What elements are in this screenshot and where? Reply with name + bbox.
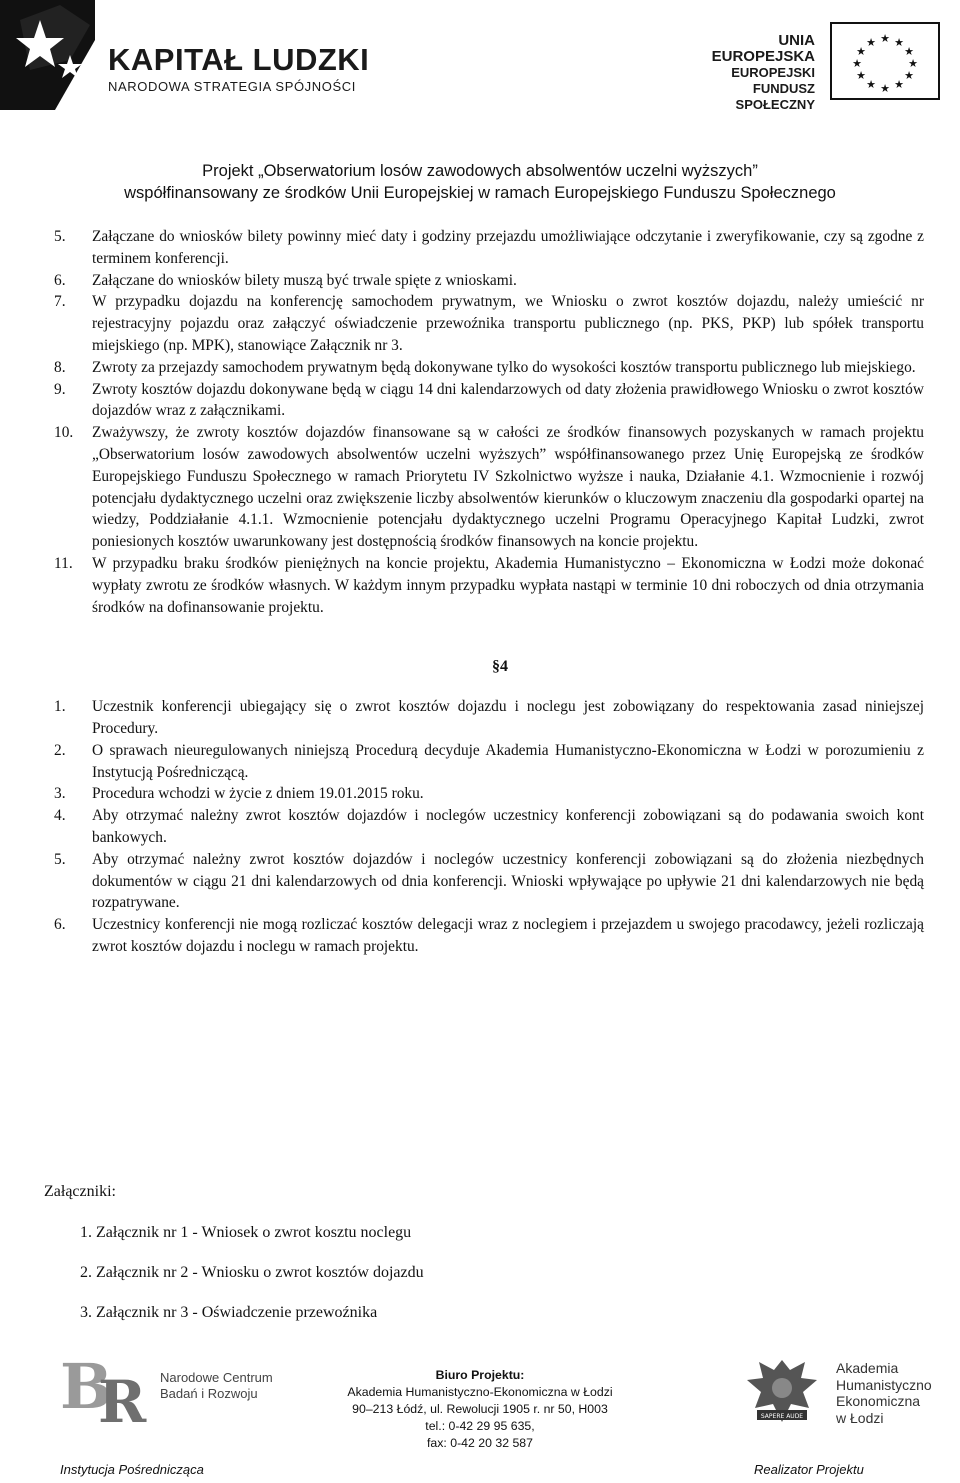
list-item-number: 6. [54, 916, 66, 934]
project-office-line-2: 90–213 Łódź, ul. Rewolucji 1905 r. nr 50, H003 [352, 1402, 608, 1416]
section-4-title: §4 [492, 658, 508, 676]
list-item [0, 291, 960, 356]
list-item-text: W przypadku braku środków pieniężnych na koncie projektu, Akademia Humanistyczno – Ekonomiczna w Łodzi może dokonać wypłaty zwrotu ze środków własnych. W każdym innym przypadku wypłata nastąpi w terminie 10 dni roboczych od dnia otrzymania środków na dofinansowanie projektu. [92, 554, 924, 616]
list-item [0, 740, 960, 784]
ahe-line-2: Humanistyczno [836, 1376, 932, 1393]
list-item [0, 553, 960, 618]
eu-line-2: EUROPEJSKI [731, 65, 815, 80]
list-item [0, 783, 960, 805]
list-item [0, 849, 960, 914]
list-item-number: 9. [54, 380, 66, 398]
intermediate-institution-label: Instytucja Pośrednicząca [60, 1462, 204, 1477]
attachments-list [80, 1224, 424, 1344]
attachment-item: 1. Załącznik nr 1 - Wniosek o zwrot kosztu noclegu [80, 1224, 412, 1241]
list-item-number: 8. [54, 358, 66, 376]
svg-text:★: ★ [908, 57, 918, 70]
list-item-text: W przypadku dojazdu na konferencję samochodem prywatnym, we Wniosku o zwrot kosztów dojazdu, należy umieścić nr rejestracyjny pojazdu oraz załączyć oświadczenie przewoźnika transportu publicznego (np. PKS, PKP) lub spółek transportu miejskiego (np. MPK), stanowiące Załącznik nr 3. [92, 293, 924, 354]
list-item-text: Zwroty za przejazdy samochodem prywatnym będą dokonywane tylko do wysokości kosztów transportu publicznego lub miejskiego. [92, 358, 916, 376]
list-item-text: Załączane do wniosków bilety powinny mieć daty i godziny przejazdu umożliwiające odczytanie i zweryfikowanie, czy są zgodne z terminem konferencji. [92, 228, 924, 267]
list-item-number: 5. [54, 850, 66, 868]
kapital-ludzki-subtitle: NARODOWA STRATEGIA SPÓJNOŚCI [108, 79, 356, 94]
project-office [330, 1367, 630, 1452]
ncbr-logo [60, 1350, 155, 1425]
document-body [0, 226, 960, 958]
list-item-text: O sprawach nieuregulowanych niniejszą Procedurą decyduje Akademia Humanistyczno-Ekonomiczna w Łodzi w porozumieniu z Instytucją Pośredniczącą. [92, 741, 924, 781]
list-item [0, 914, 960, 958]
attachments-heading: Załączniki: [44, 1183, 116, 1200]
list-item-number: 4. [54, 807, 66, 825]
project-office-line-1: Akademia Humanistyczno-Ekonomiczna w Łodzi [347, 1385, 613, 1399]
project-heading-line-1: Projekt „Obserwatorium losów zawodowych absolwentów uczelni wyższych” [202, 162, 758, 180]
svg-text:★: ★ [852, 57, 862, 70]
project-heading-line-2: współfinansowany ze środków Unii Europejskiej w ramach Europejskiego Funduszu Społecznego [124, 184, 836, 202]
eagle-band-text: SAPERE AUDE [760, 1413, 804, 1420]
list-item-text: Procedura wchodzi w życie z dniem 19.01.2015 roku. [92, 785, 424, 803]
eu-line-1: UNIA EUROPEJSKA [711, 32, 815, 65]
svg-text:★: ★ [880, 82, 890, 95]
list-item-number: 11. [54, 554, 73, 572]
svg-text:★: ★ [894, 36, 904, 49]
project-office-line-4: fax: 0-42 20 32 587 [427, 1436, 533, 1450]
project-office-line-3: tel.: 0-42 29 95 635, [425, 1419, 535, 1433]
section-4-list [0, 696, 960, 958]
eu-line-3: FUNDUSZ SPOŁECZNY [735, 81, 815, 112]
list-item [0, 357, 960, 379]
list-item [0, 696, 960, 740]
list-item [0, 270, 960, 292]
svg-text:★: ★ [866, 36, 876, 49]
list-item [0, 805, 960, 849]
svg-text:★: ★ [866, 78, 876, 91]
ncbr-line-2: Badań i Rozwoju [160, 1386, 258, 1401]
svg-text:★: ★ [856, 69, 866, 82]
list-item-number: 1. [54, 698, 66, 716]
svg-text:★: ★ [880, 32, 890, 45]
list-item-text: Zważywszy, że zwroty kosztów dojazdów finansowane są w całości ze środków finansowych pozyskanych w ramach projektu „Obserwatorium losów zawodowych absolwentów uczelni wyższych” współfinansowanego przez Unię Europejską ze środków Europejskiego Funduszu Społecznego w ramach Priorytetu IV Szkolnictwo wyższe i nauka, Działanie 4.1. Wzmocnienie i rozwój potencjału dydaktycznego uczelni oraz zwiększenie liczby absolwentów kierunków o kluczowym znaczeniu dla gospodarki opartej na wiedzy, Poddziałanie 4.1.1. Wzmocnienie potencjału dydaktycznego uczelni Programu Operacyjnego Kapitał Ludzki, zwrot poniesionych kosztów uwarunkowany jest dostępnością środków finansowych na koncie projektu. [92, 424, 924, 551]
ahe-eagle-emblem [745, 1352, 820, 1430]
list-item-text: Załączane do wniosków bilety muszą być trwale spięte z wnioskami. [92, 271, 517, 289]
kapital-ludzki-title: KAPITAŁ LUDZKI [108, 42, 370, 77]
ahe-name [836, 1360, 932, 1426]
list-item-number: 6. [54, 271, 66, 289]
ahe-line-1: Akademia [836, 1360, 899, 1376]
list-item-text: Uczestnik konferencji ubiegający się o zwrot kosztów dojazdu i noclegu jest zobowiązany do respektowania zasad niniejszej Procedury. [92, 698, 924, 737]
list-item-number: 2. [54, 741, 66, 759]
svg-text:★: ★ [904, 45, 914, 58]
project-implementer-label: Realizator Projektu [754, 1462, 864, 1477]
list-item-number: 10. [54, 424, 74, 442]
list-item [0, 379, 960, 423]
list-item-text: Aby otrzymać należny zwrot kosztów dojazdów i noclegów uczestnicy konferencji zobowiązani są do podawania swoich kont bankowych. [92, 807, 924, 846]
list-item [0, 422, 960, 553]
project-heading [0, 160, 960, 204]
attachment-item: 3. Załącznik nr 3 - Oświadczenie przewoźnika [80, 1304, 378, 1321]
svg-text:B: B [60, 1350, 113, 1423]
ahe-line-3: Ekonomiczna [836, 1393, 921, 1409]
eu-text-block [700, 33, 815, 113]
list-item-text: Uczestnicy konferencji nie mogą rozliczać kosztów delegacji wraz z noclegiem i przejazdem u swojego pracodawcy, jeżeli rozliczają zwrot kosztów dojazdu i noclegu w ramach projektu. [92, 916, 924, 955]
ncbr-line-1: Narodowe Centrum [160, 1370, 273, 1385]
svg-text:R: R [98, 1368, 147, 1425]
list-item-text: Aby otrzymać należny zwrot kosztów dojazdów i noclegów uczestnicy konferencji zobowiązani są do złożenia niezbędnych dokumentów w ciągu 21 dni kalendarzowych od dnia konferencji. Wnioski wpływające po upływie 21 dni kalendarzowych nie będą rozpatrywane. [92, 850, 924, 912]
svg-text:★: ★ [904, 69, 914, 82]
ncbr-name [160, 1370, 273, 1402]
attachment-item: 2. Załącznik nr 2 - Wniosku o zwrot kosztów dojazdu [80, 1264, 424, 1281]
ahe-line-4: w Łodzi [836, 1409, 884, 1426]
list-item [0, 226, 960, 270]
list-item-number: 5. [54, 228, 66, 245]
list-item-text: Zwroty kosztów dojazdu dokonywane będą w ciągu 14 dni kalendarzowych od daty złożenia prawidłowego Wniosku o zwrot kosztów dojazdów wraz z załącznikami. [92, 380, 924, 420]
list-item-number: 7. [54, 293, 66, 311]
eu-flag-icon [830, 22, 940, 100]
svg-text:★: ★ [894, 78, 904, 91]
list-item-number: 3. [54, 785, 66, 803]
section-3-list [0, 226, 960, 618]
project-office-title: Biuro Projektu: [435, 1368, 525, 1382]
svg-text:★: ★ [856, 45, 866, 58]
